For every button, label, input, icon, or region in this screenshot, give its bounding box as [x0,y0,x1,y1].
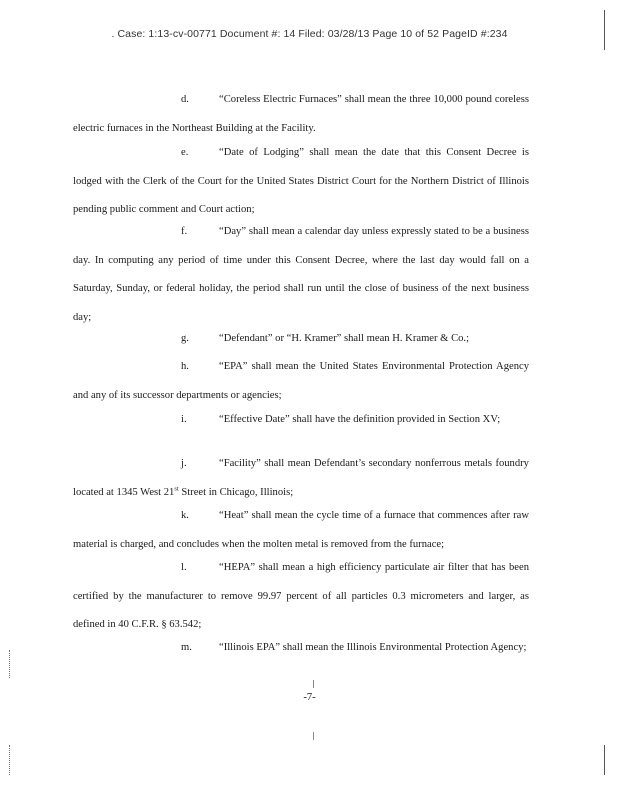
definition-label: m. [181,642,192,653]
scan-speck [313,732,314,740]
definition-text: been certified by the manufacturer to remove 99.97 percent of all particles 0.3 micrometers and larger, as defined in 40 C.F.R. § 63.542; [73,562,529,630]
definition-lead: “Coreless Electric Furnaces” shall mean the three 10,000 pound [219,94,492,105]
definition-lead: “Heat” shall mean the cycle time of a furnace that commences [219,510,488,521]
definition-lead: “Illinois EPA” shall mean the Illinois Environmental Protection [219,642,489,653]
definition-label: i. [181,414,187,425]
definition-lead: “Facility” shall mean Defendant’s secondary nonferrous metals [219,458,492,469]
definition-text: Agency; [490,642,527,653]
definition-text: after raw material is charged, and concludes when the molten metal is removed from the furnace; [73,510,529,550]
definition-label: k. [181,510,189,521]
definition-k [73,502,529,559]
case-header: . Case: 1:13-cv-00771 Document #: 14 Filed: 03/28/13 Page 10 of 52 PageID #:234 [111,28,508,40]
definition-text: coreless electric furnaces in the Northeast Building at the Facility. [73,94,529,134]
definition-label: g. [181,333,189,344]
scan-edge-mark [9,650,11,678]
definition-label: j. [181,458,187,469]
definition-lead: “EPA” shall mean the United States Environmental Protection [219,361,493,372]
definition-d [73,86,529,143]
definition-lead: “Effective Date” shall have the definition provided in Section XV; [219,414,501,425]
definition-lead: “Date of Lodging” shall mean the date that this Consent Decree is [219,147,529,158]
definition-text: Agency and any of its successor departments or agencies; [73,361,529,401]
definition-f [73,218,529,332]
definition-m [73,634,529,663]
ordinal-suffix: st [174,484,179,492]
page-number: -7- [303,692,316,703]
scan-speck [313,680,314,688]
definition-label: e. [181,147,189,158]
definition-h [73,353,529,410]
definition-text: business day. In computing any period of time under this Consent Decree, where the last day would fall on a Saturday, Sunday, or federal holiday, the period shall run until the close of business of the next business day; [73,226,529,323]
definition-l [73,554,529,640]
definition-g [73,325,529,354]
definition-label: h. [181,361,189,372]
definition-j [73,450,529,507]
definition-text: lodged with the Clerk of the Court for the United States District Court for the Northern District of Illinois pending public comment and Court action; [73,175,529,215]
definition-lead: “Defendant” or “H. Kramer” shall mean H. Kramer & Co.; [219,333,470,344]
definition-text: Street in Chicago, Illinois; [178,486,294,498]
definition-e [73,139,529,225]
scan-edge-mark [604,745,605,775]
definition-lead: “HEPA” shall mean a high efficiency particulate air filter that has [219,562,506,573]
definition-label: l. [181,562,187,573]
definition-label: d. [181,94,189,105]
definition-text: foundry located at 1345 West 21 [73,458,529,498]
scan-edge-mark [604,10,605,50]
definition-label: f. [181,226,188,237]
definition-lead: “Day” shall mean a calendar day unless expressly stated to be a [219,226,491,237]
scan-edge-mark [9,745,11,775]
definition-i [73,406,529,435]
